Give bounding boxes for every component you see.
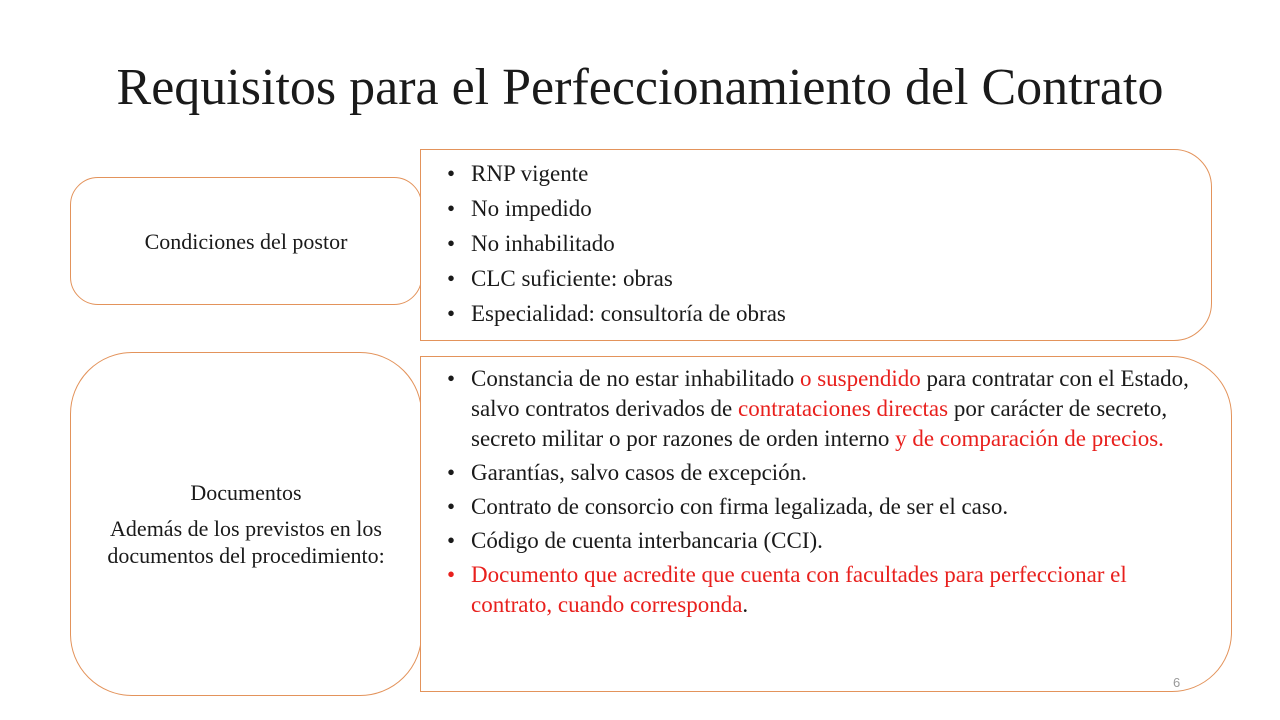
list-item: • No impedido: [447, 196, 592, 221]
documentos-list: [447, 364, 1191, 620]
list-item: • Constancia de no estar inhabilitado o suspendido para contratar con el Estado, salvo contratos derivados de contrataciones directas por carácter de secreto, secreto militar o por razones de orden interno y de comparación de precios.: [447, 366, 1189, 451]
postor-conditions-box: [420, 149, 1212, 341]
list-item: • Especialidad: consultoría de obras: [447, 301, 786, 326]
list-item: • No inhabilitado: [447, 231, 615, 256]
postor-conditions-list: [447, 156, 1171, 331]
page-number: 6: [1173, 675, 1181, 690]
list-item: • Documento que acredite que cuenta con facultades para perfeccionar el contrato, cuando corresponda.: [447, 562, 1127, 617]
documentos-subtitle: Además de los previstos en los documentos del procedimiento:: [107, 516, 385, 568]
documentos-box: [420, 356, 1232, 692]
list-item: • Contrato de consorcio con firma legalizada, de ser el caso.: [447, 494, 1009, 519]
list-item: • Código de cuenta interbancaria (CCI).: [447, 528, 823, 553]
documentos-label-box: [70, 352, 422, 696]
slide-title: Requisitos para el Perfeccionamiento del Contrato: [116, 59, 1164, 116]
list-item: • RNP vigente: [447, 161, 589, 186]
list-item: • Garantías, salvo casos de excepción.: [447, 460, 807, 485]
postor-label: Condiciones del postor: [144, 228, 348, 254]
postor-label-box: [70, 177, 422, 305]
list-item: • CLC suficiente: obras: [447, 266, 673, 291]
documentos-title: Documentos: [190, 480, 302, 505]
